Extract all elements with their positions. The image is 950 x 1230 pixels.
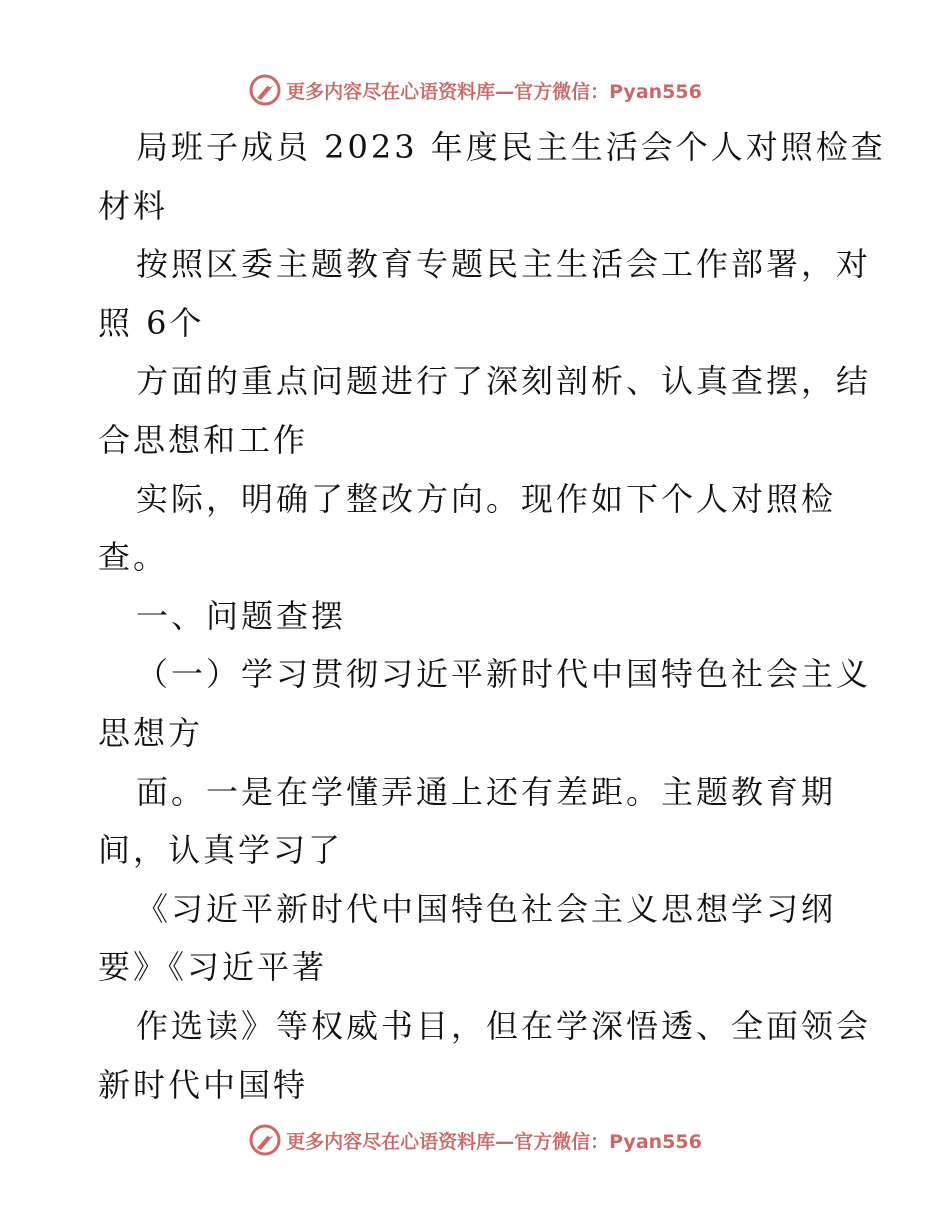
paragraph-line: 间，认真学习了: [98, 831, 344, 870]
paragraph-line: 思想方: [98, 713, 204, 752]
paragraph-line: 方面的重点问题进行了深刻剖析、认真查摆，结: [136, 362, 872, 401]
paragraph-line: 合思想和工作: [98, 420, 309, 459]
footer-watermark: [0, 1120, 950, 1160]
pen-nib-logo-icon: [248, 1123, 282, 1157]
paragraph-line: 查。: [98, 538, 169, 577]
paragraph-line: 作选读》等权威书目，但在学深悟透、全面领会: [136, 1006, 872, 1045]
paragraph-line: 材料: [98, 186, 169, 225]
paragraph-line: 实际，明确了整改方向。现作如下个人对照检: [136, 479, 837, 518]
document-body: [98, 118, 886, 1114]
paragraph-line: 照 6个: [98, 303, 205, 342]
paragraph-line: 要》《习近平著: [98, 948, 328, 987]
pen-nib-logo-icon: [248, 73, 282, 107]
paragraph-line: 新时代中国特: [98, 1065, 309, 1104]
paragraph-line: 面。一是在学懂弄通上还有差距。主题教育期: [136, 772, 837, 811]
paragraph-line: 局班子成员 2023 年度民主生活会个人对照检查: [136, 128, 886, 166]
watermark-text: 更多内容尽在心语资料库—官方微信：Pyan556: [286, 1130, 702, 1153]
header-watermark: [0, 70, 950, 110]
paragraph-line: （一）学习贯彻习近平新时代中国特色社会主义: [136, 655, 872, 694]
paragraph-line: 一、问题查摆: [136, 596, 347, 635]
watermark-text: 更多内容尽在心语资料库—官方微信：Pyan556: [286, 80, 702, 103]
paragraph-line: 按照区委主题教育专题民主生活会工作部署，对: [136, 245, 872, 284]
paragraph-line: 《习近平新时代中国特色社会主义思想学习纲: [136, 889, 837, 928]
